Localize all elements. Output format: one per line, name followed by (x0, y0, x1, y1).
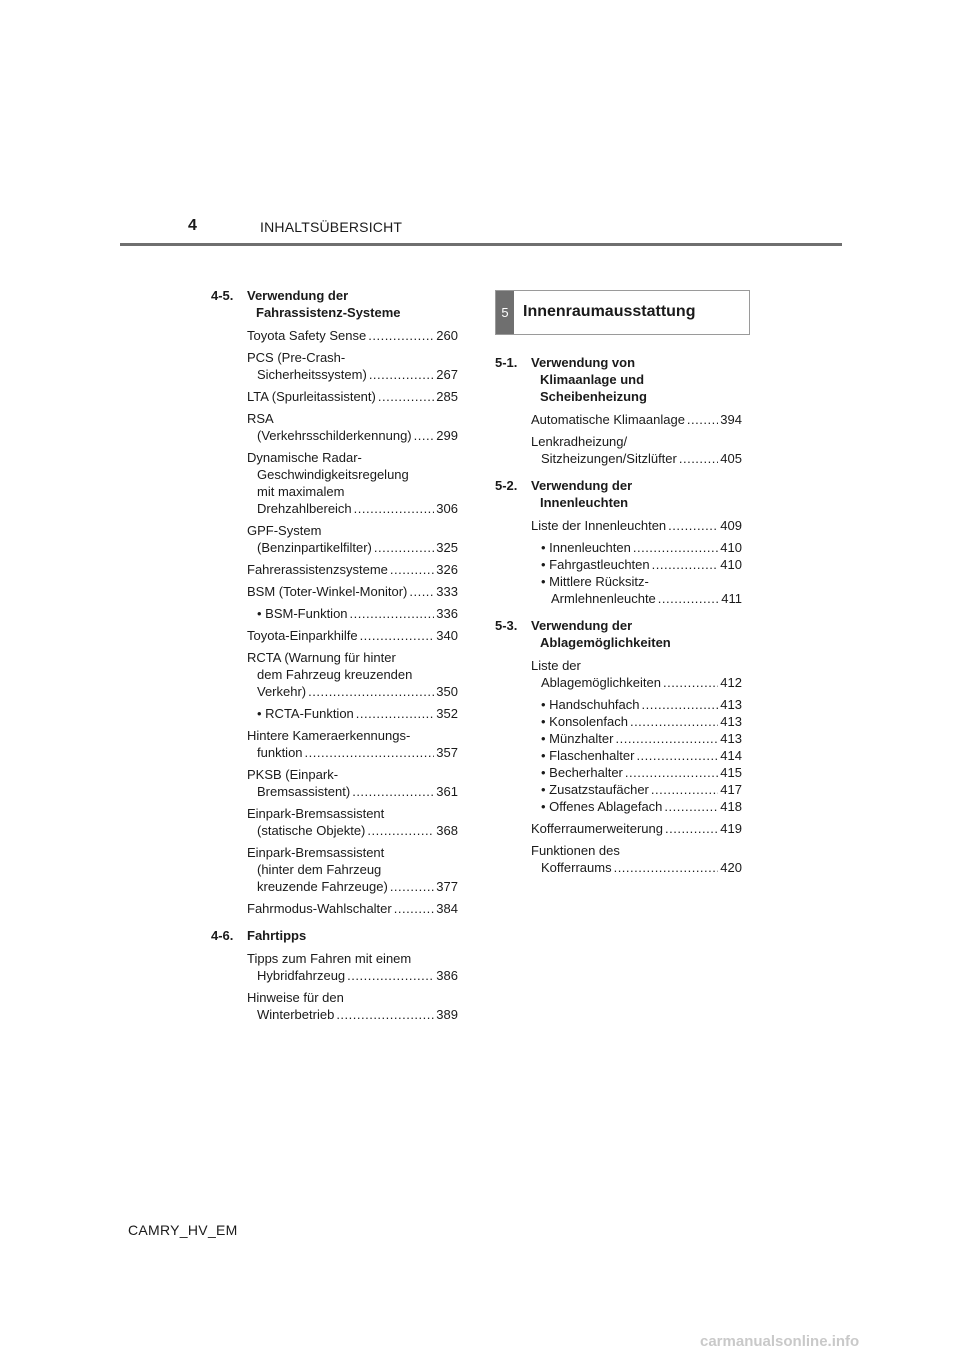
dot-leader (347, 967, 434, 984)
toc-entry[interactable] (247, 844, 458, 895)
dot-leader (350, 605, 435, 622)
toc-entry[interactable] (531, 730, 742, 747)
toc-entry[interactable] (247, 605, 458, 622)
entry-text: • Offenes Ablagefach (541, 799, 663, 814)
header-rule (120, 243, 842, 246)
page-number: 4 (188, 217, 197, 234)
section-title-line: Verwendung der (531, 478, 633, 493)
toc-entry[interactable] (531, 696, 742, 713)
entry-text: • Mittlere Rücksitz- (541, 574, 649, 589)
dot-leader (367, 822, 434, 839)
dot-leader (663, 674, 718, 691)
dot-leader (369, 366, 434, 383)
entry-text: PCS (Pre-Crash- (247, 350, 346, 365)
dot-leader (652, 556, 719, 573)
entry-text: Winterbetrieb (257, 1007, 335, 1022)
toc-entry[interactable] (531, 433, 742, 467)
toc-entry[interactable] (531, 842, 742, 876)
section-number: 4-6. (211, 928, 234, 943)
entry-text: • BSM-Funktion (257, 606, 348, 621)
entry-text: Funktionen des (531, 843, 620, 858)
entry-text: Bremsassistent) (257, 784, 351, 799)
dot-leader (679, 450, 718, 467)
entry-page-number: 340 (436, 628, 458, 643)
entry-page-number: 412 (720, 675, 742, 690)
entry-text: Hybridfahrzeug (257, 968, 346, 983)
entry-text: Sitzheizungen/Sitzlüfter (541, 451, 677, 466)
entry-page-number: 357 (436, 745, 458, 760)
section-number: 5-3. (495, 618, 518, 633)
entry-text: mit maximalem (257, 484, 345, 499)
toc-entry[interactable] (531, 517, 742, 534)
entry-text: • Zusatzstaufächer (541, 782, 649, 797)
entry-text: Kofferraums (541, 860, 612, 875)
section-title-line: Scheibenheizung (540, 389, 647, 404)
toc-entry[interactable] (531, 713, 742, 730)
dot-leader (630, 713, 718, 730)
entry-page-number: 413 (720, 731, 742, 746)
toc-entry[interactable] (531, 573, 742, 607)
entry-text: kreuzende Fahrzeuge) (257, 879, 388, 894)
entry-page-number: 325 (436, 540, 458, 555)
toc-column-right (495, 354, 742, 886)
entry-page-number: 410 (720, 557, 742, 572)
chapter-number: 5 (501, 305, 509, 320)
toc-section (211, 287, 458, 917)
entry-text: • Becherhalter (541, 765, 623, 780)
dot-leader (390, 878, 434, 895)
section-title-line: Ablagemöglichkeiten (540, 635, 671, 650)
dot-leader (636, 747, 718, 764)
dot-leader (642, 696, 719, 713)
dot-leader (414, 427, 435, 444)
toc-entry[interactable] (247, 950, 458, 984)
entry-page-number: 410 (720, 540, 742, 555)
entry-page-number: 413 (720, 697, 742, 712)
entry-text: BSM (Toter-Winkel-Monitor) (247, 584, 408, 599)
toc-entry[interactable] (531, 747, 742, 764)
toc-entry[interactable] (247, 583, 458, 600)
watermark: carmanualsonline.info (700, 1333, 860, 1350)
section-number: 4-5. (211, 288, 234, 303)
entry-page-number: 411 (721, 591, 742, 606)
entry-page-number: 377 (436, 879, 458, 894)
section-number: 5-2. (495, 478, 518, 493)
dot-leader (368, 327, 434, 344)
entry-page-number: 260 (436, 328, 458, 343)
toc-entry[interactable] (247, 349, 458, 383)
entry-text: • Flaschenhalter (541, 748, 635, 763)
toc-section (495, 354, 742, 467)
dot-leader (409, 583, 434, 600)
dot-leader (390, 561, 434, 578)
entry-page-number: 386 (436, 968, 458, 983)
section-title-line: Verwendung der (531, 618, 633, 633)
dot-leader (651, 781, 718, 798)
dot-leader (336, 1006, 434, 1023)
entry-text: Dynamische Radar- (247, 450, 362, 465)
dot-leader (378, 388, 434, 405)
dot-leader (374, 539, 434, 556)
toc-entry[interactable] (247, 705, 458, 722)
entry-text: Geschwindigkeitsregelung (257, 467, 409, 482)
section-heading (495, 617, 742, 651)
entry-text: • Innenleuchten (541, 540, 631, 555)
entry-page-number: 417 (720, 782, 742, 797)
dot-leader (687, 411, 718, 428)
section-heading (211, 927, 458, 944)
page-header (0, 0, 960, 250)
entry-text: Liste der (531, 658, 581, 673)
dot-leader (658, 590, 719, 607)
entry-text: (Benzinpartikelfilter) (257, 540, 372, 555)
entry-text: Lenkradheizung/ (531, 434, 628, 449)
toc-entry[interactable] (247, 900, 458, 917)
toc-entry[interactable] (247, 627, 458, 644)
toc-entry[interactable] (531, 556, 742, 573)
section-title-line: Verwendung der (247, 288, 349, 303)
entry-text: Einpark-Bremsassistent (247, 845, 385, 860)
entry-page-number: 306 (436, 501, 458, 516)
entry-page-number: 409 (720, 518, 742, 533)
toc-section (211, 927, 458, 1023)
dot-leader (356, 705, 435, 722)
dot-leader (664, 798, 718, 815)
dot-leader (665, 820, 718, 837)
entry-text: Toyota-Einparkhilfe (247, 628, 358, 643)
entry-text: • Konsolenfach (541, 714, 628, 729)
dot-leader (633, 539, 718, 556)
section-heading (211, 287, 458, 321)
toc-entry[interactable] (247, 805, 458, 839)
chapter-title: Innenraumausstattung (523, 303, 696, 320)
entry-text: • Handschuhfach (541, 697, 640, 712)
entry-text: • RCTA-Funktion (257, 706, 354, 721)
entry-text: RSA (247, 411, 274, 426)
toc-section (495, 477, 742, 607)
toc-entry[interactable] (247, 561, 458, 578)
entry-page-number: 389 (436, 1007, 458, 1022)
entry-text: Hintere Kameraerkennungs- (247, 728, 411, 743)
section-title-line: Fahrassistenz-Systeme (256, 305, 401, 320)
section-title-line: Innenleuchten (540, 495, 629, 510)
entry-page-number: 361 (436, 784, 458, 799)
entry-text: Toyota Safety Sense (247, 328, 367, 343)
section-title-line: Klimaanlage und (540, 372, 645, 387)
entry-text: • Fahrgastleuchten (541, 557, 650, 572)
entry-text: Ablagemöglichkeiten (541, 675, 661, 690)
entry-text: (statische Objekte) (257, 823, 366, 838)
dot-leader (308, 683, 434, 700)
document-code: CAMRY_HV_EM (128, 1222, 238, 1238)
entry-text: Fahrmodus-Wahlschalter (247, 901, 392, 916)
toc-entry[interactable] (247, 649, 458, 700)
toc-entry[interactable] (247, 388, 458, 405)
section-title-line: Fahrtipps (247, 928, 307, 943)
header-title: INHALTSÜBERSICHT (260, 219, 403, 235)
section-title-line: Verwendung von (531, 355, 636, 370)
entry-page-number: 352 (436, 706, 458, 721)
dot-leader (360, 627, 435, 644)
section-heading (495, 477, 742, 511)
dot-leader (614, 859, 719, 876)
entry-page-number: 419 (720, 821, 742, 836)
entry-page-number: 267 (436, 367, 458, 382)
entry-page-number: 384 (436, 901, 458, 916)
toc-entry[interactable] (531, 764, 742, 781)
toc-entry[interactable] (247, 449, 458, 517)
entry-page-number: 368 (436, 823, 458, 838)
toc-entry[interactable] (531, 657, 742, 691)
dot-leader (394, 900, 435, 917)
entry-text: Verkehr) (257, 684, 307, 699)
chapter-tab (496, 291, 514, 334)
toc-entry[interactable] (247, 327, 458, 344)
entry-text: Kofferraumerweiterung (531, 821, 663, 836)
toc-entry[interactable] (247, 766, 458, 800)
dot-leader (625, 764, 718, 781)
entry-text: Tipps zum Fahren mit einem (247, 951, 412, 966)
entry-page-number: 285 (436, 389, 458, 404)
entry-page-number: 394 (720, 412, 742, 427)
entry-page-number: 336 (436, 606, 458, 621)
entry-page-number: 326 (436, 562, 458, 577)
entry-text: Automatische Klimaanlage (531, 412, 685, 427)
entry-page-number: 420 (720, 860, 742, 875)
entry-page-number: 405 (720, 451, 742, 466)
entry-page-number: 413 (720, 714, 742, 729)
toc-entry[interactable] (247, 410, 458, 444)
toc-section (495, 617, 742, 876)
toc-entry[interactable] (531, 781, 742, 798)
entry-text: Liste der Innenleuchten (531, 518, 667, 533)
entry-page-number: 299 (436, 428, 458, 443)
entry-text: LTA (Spurleitassistent) (247, 389, 376, 404)
entry-text: (Verkehrsschilderkennung) (257, 428, 412, 443)
section-heading (495, 354, 742, 405)
entry-text: Fahrerassistenzsysteme (247, 562, 388, 577)
entry-page-number: 333 (436, 584, 458, 599)
toc-entry[interactable] (531, 539, 742, 556)
toc-entry[interactable] (531, 820, 742, 837)
dot-leader (615, 730, 718, 747)
toc-column-left (211, 287, 458, 1033)
toc-entry[interactable] (531, 411, 742, 428)
entry-page-number: 414 (720, 748, 742, 763)
entry-text: Sicherheitssystem) (257, 367, 367, 382)
entry-page-number: 418 (720, 799, 742, 814)
toc-entry[interactable] (247, 989, 458, 1023)
toc-entry[interactable] (247, 522, 458, 556)
toc-entry[interactable] (247, 727, 458, 761)
entry-text: Drehzahlbereich (257, 501, 352, 516)
dot-leader (305, 744, 435, 761)
entry-page-number: 350 (436, 684, 458, 699)
dot-leader (352, 783, 434, 800)
entry-text: funktion (257, 745, 303, 760)
entry-text: dem Fahrzeug kreuzenden (257, 667, 413, 682)
dot-leader (354, 500, 435, 517)
entry-page-number: 415 (720, 765, 742, 780)
entry-text: RCTA (Warnung für hinter (247, 650, 396, 665)
entry-text: PKSB (Einpark- (247, 767, 339, 782)
entry-text: GPF-System (247, 523, 322, 538)
entry-text: (hinter dem Fahrzeug (257, 862, 382, 877)
entry-text: • Münzhalter (541, 731, 614, 746)
dot-leader (668, 517, 718, 534)
entry-text: Einpark-Bremsassistent (247, 806, 385, 821)
entry-text: Armlehnenleuchte (551, 591, 656, 606)
entry-text: Hinweise für den (247, 990, 344, 1005)
chapter-heading-box (495, 290, 750, 335)
toc-entry[interactable] (531, 798, 742, 815)
section-number: 5-1. (495, 355, 518, 370)
